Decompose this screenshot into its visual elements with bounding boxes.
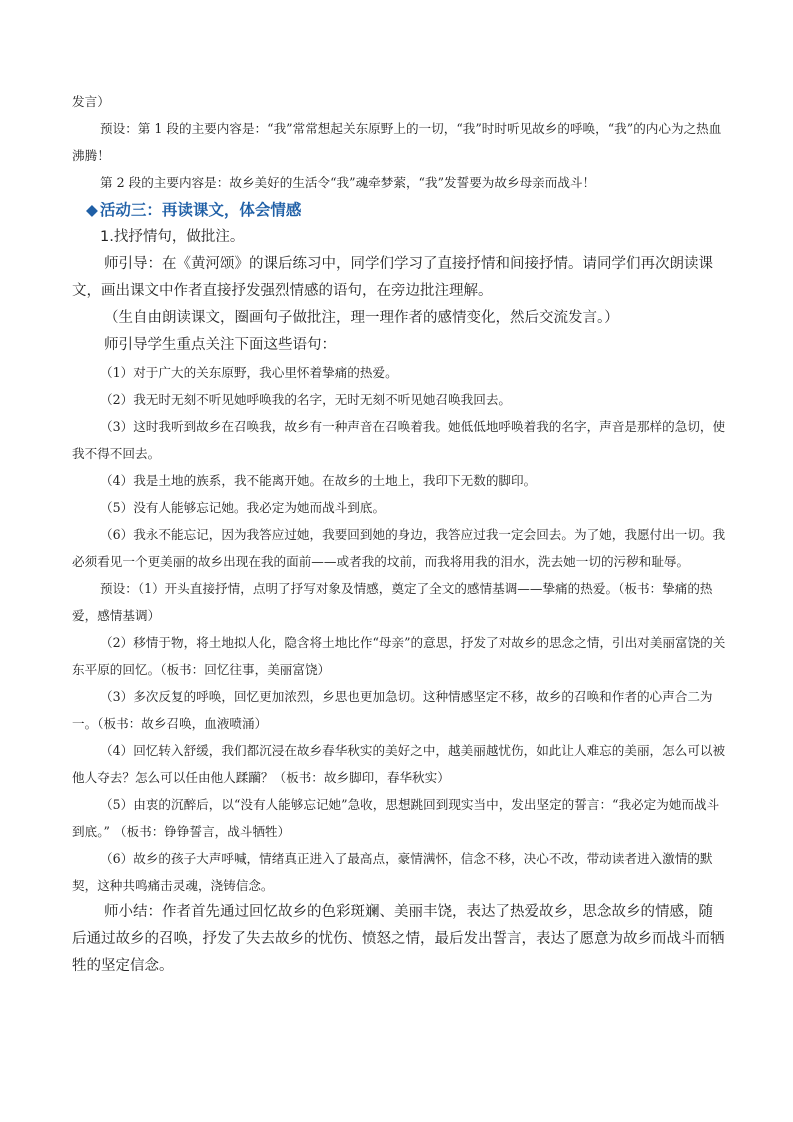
quote-item: （1）对于广大的关东原野，我心里怀着挚痛的热爱。: [100, 365, 398, 380]
task-find-lyric-sentences: 1.找抒情句，做批注。: [100, 229, 245, 245]
quote-item: （6）我永不能忘记，因为我答应过她，我要回到她的身边，我答应过我一定会回去。为了她，我愿付出一切。我必须看见一个更美丽的故乡出现在我的面前——或者我的坟前，而我将用我的泪水，洗去她一切的污秽和耻辱。: [72, 527, 726, 569]
preset-item: （3）多次反复的呼唤，回忆更加浓烈，乡思也更加急切。这种情感坚定不移，故乡的召唤和作者的心声合二为一。（板书：故乡召唤，血液喷涌）: [72, 689, 713, 731]
paragraph-continuation: 发言）: [72, 94, 110, 109]
focus-intro: 师引导学生重点关注下面这些语句：: [104, 337, 336, 353]
quote-item: （2）我无时无刻不听见她呼唤我的名字，无时无刻不听见她召唤我回去。: [100, 392, 512, 407]
student-activity-note: （生自由朗读课文，圈画句子做批注，理一理作者的感情变化，然后交流发言。）: [104, 310, 619, 326]
quote-item: （4）我是土地的族系，我不能离开她。在故乡的土地上，我印下无数的脚印。: [100, 473, 537, 488]
preset-item: （4）回忆转入舒缓，我们都沉浸在故乡春华秋实的美好之中，越美丽越忧伤，如此让人难忘的美丽，怎么可以被他人夺去？怎么可以任由他人蹂躏？（板书：故乡脚印，春华秋实）: [72, 743, 726, 785]
preset-item: 预设：（1）开头直接抒情，点明了抒写对象及情感，奠定了全文的感情基调——挚痛的热爱。（板书：挚痛的热爱，感情基调）: [72, 581, 713, 623]
diamond-bullet-icon: ◆: [86, 201, 98, 219]
teacher-guide: 师引导：在《黄河颂》的课后练习中，同学们学习了直接抒情和间接抒情。请同学们再次朗读课文，画出课文中作者直接抒发强烈情感的语句，在旁边批注理解。: [72, 256, 713, 299]
quote-item: （5）没有人能够忘记她。我必定为她而战斗到底。: [100, 500, 386, 515]
section-heading-activity-three: [86, 196, 727, 224]
preset-item: （6）故乡的孩子大声呼喊，情绪真正进入了最高点，豪情满怀，信念不移，决心不改，带动读者进入激情的默契，这种共鸣痛击灵魂，浇铸信念。: [72, 851, 713, 893]
quote-item: （3）这时我听到故乡在召唤我，故乡有一种声音在召唤着我。她低低地呼唤着我的名字，声音是那样的急切，使我不得不回去。: [72, 419, 726, 461]
paragraph-2-summary: 第 2 段的主要内容是：故乡美好的生活令“我”魂牵梦萦，“我”发誓要为故乡母亲而战斗！: [100, 175, 596, 190]
preset-paragraph-1-summary: 预设：第 1 段的主要内容是：“我”常常想起关东原野上的一切，“我”时时听见故乡的呼唤，“我”的内心为之热血沸腾！: [72, 121, 722, 163]
section-heading-text: 活动三：再读课文，体会情感: [99, 201, 302, 219]
preset-item: （5）由衷的沉醉后，以“没有人能够忘记她”急收，思想跳回到现实当中，发出坚定的誓言：“我必定为她而战斗到底。” （板书：铮铮誓言，战斗牺牲）: [72, 797, 720, 839]
teacher-summary: 师小结：作者首先通过回忆故乡的色彩斑斓、美丽丰饶，表达了热爱故乡，思念故乡的情感，随后通过故乡的召唤，抒发了失去故乡的忧伤、愤怒之情，最后发出誓言，表达了愿意为故乡而战斗而牺牲的坚定信念。: [72, 904, 725, 974]
preset-item: （2）移情于物，将土地拟人化，隐含将土地比作“母亲”的意思，抒发了对故乡的思念之情，引出对美丽富饶的关东平原的回忆。（板书：回忆往事，美丽富饶）: [72, 635, 726, 677]
